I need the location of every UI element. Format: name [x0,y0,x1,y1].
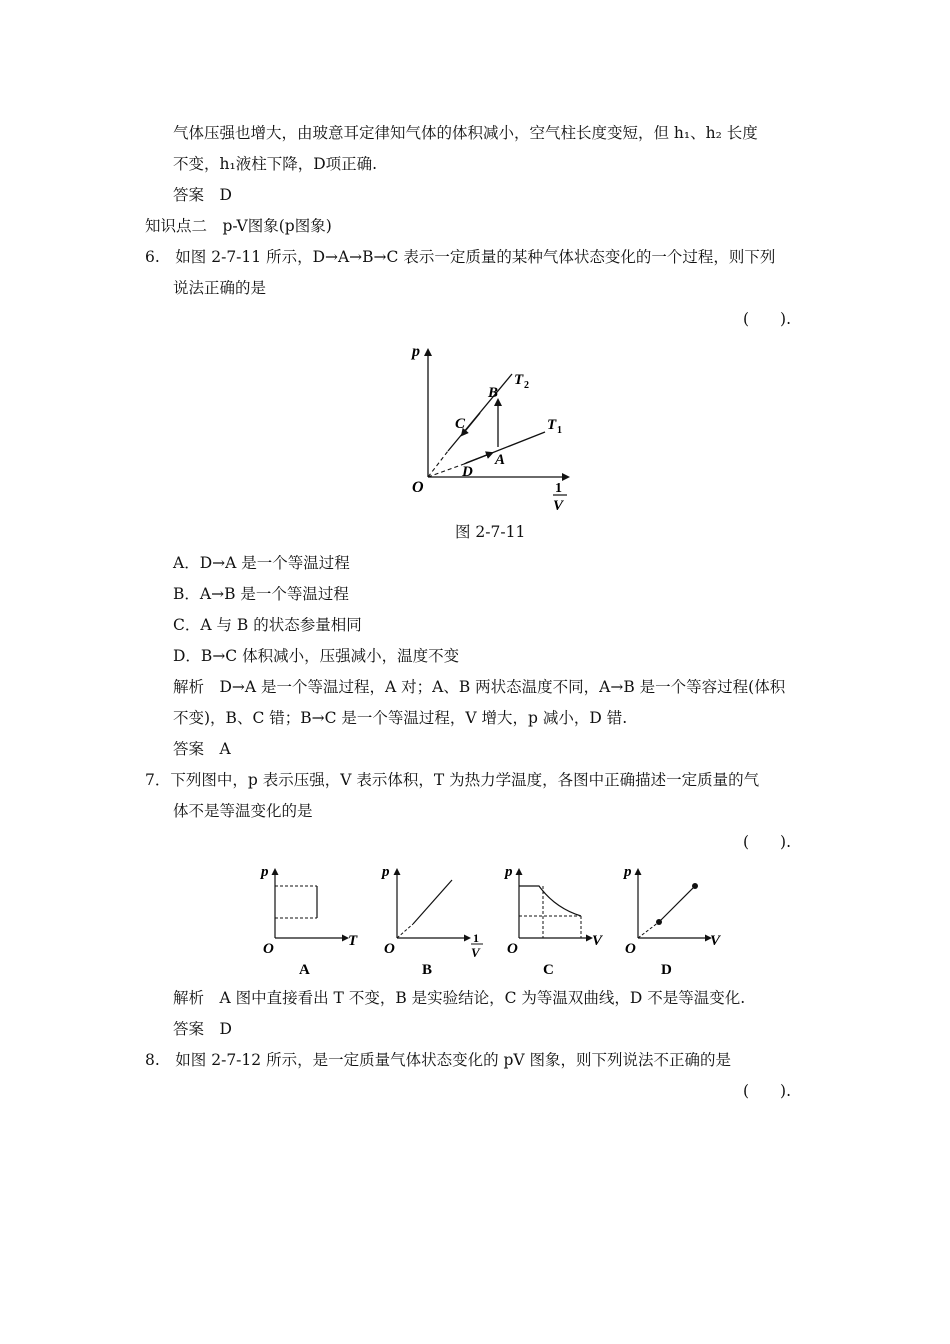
answer-line: 答案 A [173,740,231,758]
origin-label: O [412,479,424,496]
answer-parenthesis: ( ). [743,1082,792,1100]
question-6-cont: 说法正确的是 [173,279,267,297]
graph-a-x-label: T [348,933,358,949]
question-6: 6. 如图 2-7-11 所示，D→A→B→C 表示一定质量的某种气体状态变化的一个过程，则下列 [145,248,776,266]
graph-a-caption: A [299,962,310,978]
graph-b-origin: O [384,941,395,957]
answer-line: 答案 D [173,186,232,204]
section-heading: 知识点二 p-V图象(p图象) [145,217,332,235]
isotherm-t1-subscript: 1 [557,425,562,436]
graph-b [380,864,483,978]
text-line: 气体压强也增大，由玻意耳定律知气体的体积减小，空气柱长度变短，但 h₁、h₂ 长度 [173,124,758,142]
text-line: 不变，h₁液柱下降，D项正确. [173,155,378,173]
graph-a-y-label: p [261,864,269,880]
graph-c-x-label: V [592,933,603,949]
question-8: 8. 如图 2-7-12 所示，是一定质量气体状态变化的 pV 图象，则下列说法不正确的是 [145,1051,732,1069]
x-axis-label-denominator: V [553,498,564,514]
explanation-7: 解析 A 图中直接看出 T 不变，B 是实验结论，C 为等温双曲线，D 不是等温变化. [173,989,746,1007]
figure-q7-graphs [255,858,735,980]
x-axis-label-numerator: 1 [555,481,562,496]
y-axis-label: p [412,343,420,360]
option-d: D．B→C 体积减小，压强减小，温度不变 [173,647,460,665]
graph-d [622,864,722,978]
graph-b-y-label: p [382,864,390,880]
graph-c-caption: C [543,962,554,978]
graph-d-y-label: p [624,864,632,880]
question-7: 7．下列图中，p 表示压强，V 表示体积，T 为热力学温度，各图中正确描述一定质量的气 [145,771,760,789]
graph-b-caption: B [422,962,433,978]
figure-2-7-11 [400,336,590,516]
graph-b-x-label-numerator: 1 [473,931,479,945]
answer-parenthesis: ( ). [743,833,792,851]
point-a-label: A [495,452,506,468]
figure-caption: 图 2-7-11 [455,523,526,541]
question-7-cont: 体不是等温变化的是 [173,802,313,820]
answer-line: 答案 D [173,1020,232,1038]
point-c-label: C [455,416,466,432]
answer-parenthesis: ( ). [743,310,792,328]
option-c: C．A 与 B 的状态参量相同 [173,616,362,634]
explanation-6-cont: 不变)，B、C 错；B→C 是一个等温过程，V 增大，p 减小，D 错. [173,709,628,727]
graph-b-x-label-denominator: V [471,945,480,960]
graph-c-y-label: p [505,864,513,880]
option-b: B．A→B 是一个等温过程 [173,585,349,603]
graph-d-caption: D [661,962,672,978]
graph-c-origin: O [507,941,518,957]
isotherm-t1-label: T [547,417,557,433]
graph-d-origin: O [625,941,636,957]
graph-c [503,864,604,978]
point-d-label: D [462,464,473,480]
point-b-label: B [488,385,499,401]
explanation-6: 解析 D→A 是一个等温过程，A 对；A、B 两状态温度不同，A→B 是一个等容过程(体积 [173,678,786,696]
graph-a-origin: O [263,941,274,957]
graph-a [259,864,358,978]
option-a: A．D→A 是一个等温过程 [173,554,350,572]
isotherm-t2-label: T [514,372,524,388]
graph-d-x-label: V [710,933,721,949]
isotherm-t2-subscript: 2 [524,380,529,391]
